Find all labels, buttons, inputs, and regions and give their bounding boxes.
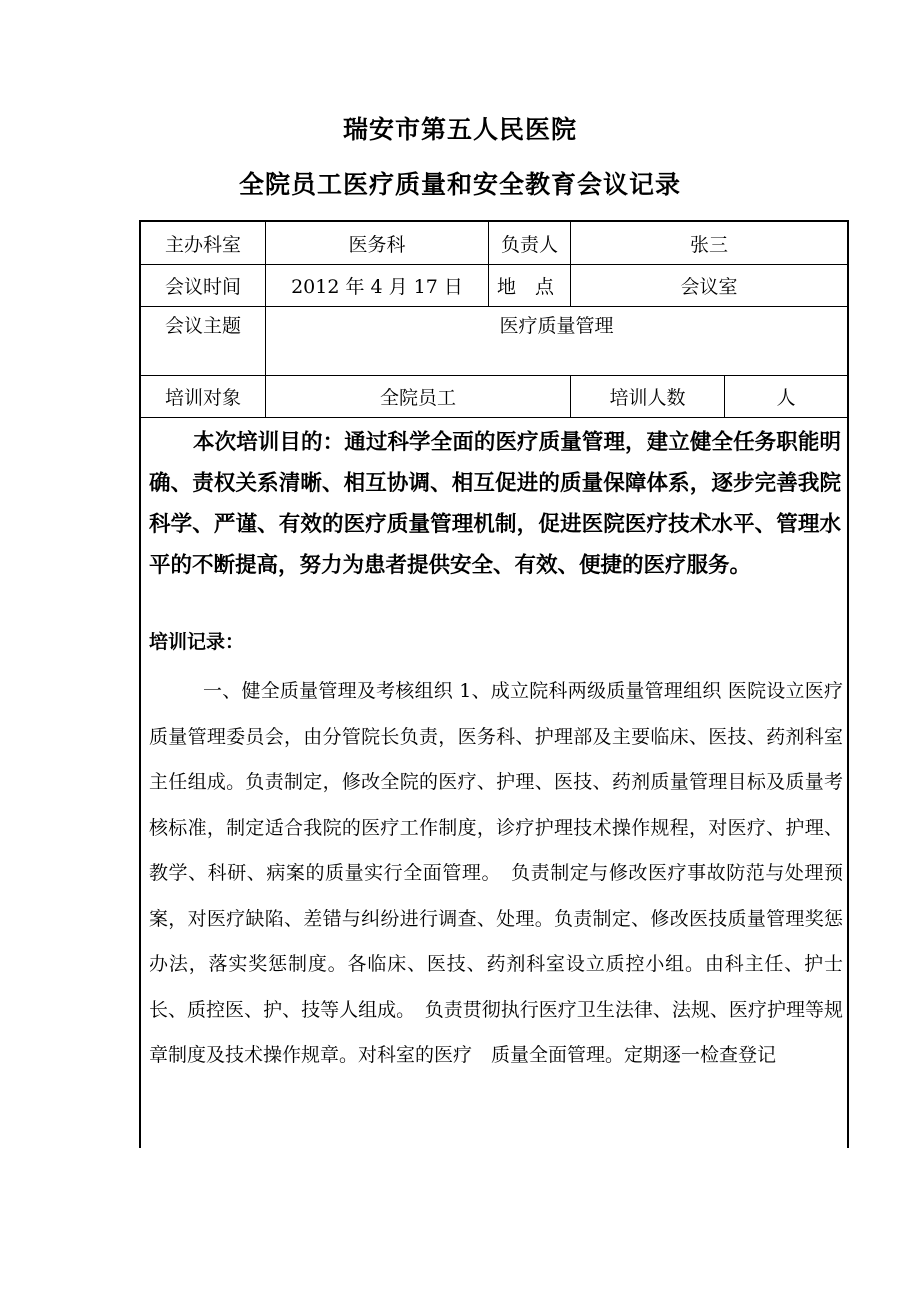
training-purpose: 本次培训目的：通过科学全面的医疗质量管理，建立健全任务职能明确、责权关系清晰、相互协调、相互促进的质量保障体系，逐步完善我院科学、严谨、有效的医疗质量管理机制，促进医院医疗技术水平、管理水平的不断提高，努力为患者提供安全、有效、便捷的医疗服务。: [149, 430, 841, 578]
location-value: 会议室: [680, 276, 738, 298]
meeting-time-value: 2012 年 4 月 17 日: [291, 276, 463, 298]
location-label: 地 点: [497, 276, 555, 298]
topic-label: 会议主题: [164, 314, 241, 337]
row-divider: [141, 306, 847, 307]
meeting-time-label: 会议时间: [164, 276, 241, 298]
hospital-name: 瑞安市第五人民医院: [342, 115, 577, 144]
document-title: 全院员工医疗质量和安全教育会议记录: [238, 170, 681, 199]
meeting-record-table: [139, 220, 863, 1148]
host-dept-label: 主办科室: [164, 233, 241, 256]
audience-label: 培训对象: [164, 387, 241, 409]
topic-value: 医疗质量管理: [499, 314, 614, 337]
row-divider: [141, 417, 847, 418]
training-record-body: 一、健全质量管理及考核组织 1、成立院科两级质量管理组织 医院设立医疗质量管理委员会，由分管院长负责，医务科、护理部及主要临床、医技、药剂科室主任组成。负责制定，修改全院的医疗、护理、医技、药剂质量管理目标及质量考 核标准，制定适合我院的医疗工作制度，诊疗护理技术操作规程，对医疗、护理、教学、科研、病案的质量实行全面管理。 负责制定与修改医疗事故防范与处理预案，对医疗缺陷、差错与纠纷进行调查、处理。负责制定、修改医技质量管理奖惩办法，落实奖惩制度。各临床、医技、药剂科室设立质控小组。由科主任、护士长、质控医、护、技等人组成。 负责贯彻执行医疗卫生法律、法规、医疗护理等规章制度及技术操作规章。对科室的医疗 质量全面管理。定期逐一检查登记: [149, 680, 863, 1066]
attendee-count-value: 人: [776, 387, 796, 409]
training-record-label: 培训记录：: [149, 631, 245, 653]
host-dept-value: 医务科: [348, 233, 406, 256]
audience-value: 全院员工: [379, 387, 456, 409]
person-in-charge-value: 张三: [689, 233, 728, 256]
person-in-charge-label: 负责人: [500, 233, 558, 256]
attendee-count-label: 培训人数: [609, 387, 686, 409]
